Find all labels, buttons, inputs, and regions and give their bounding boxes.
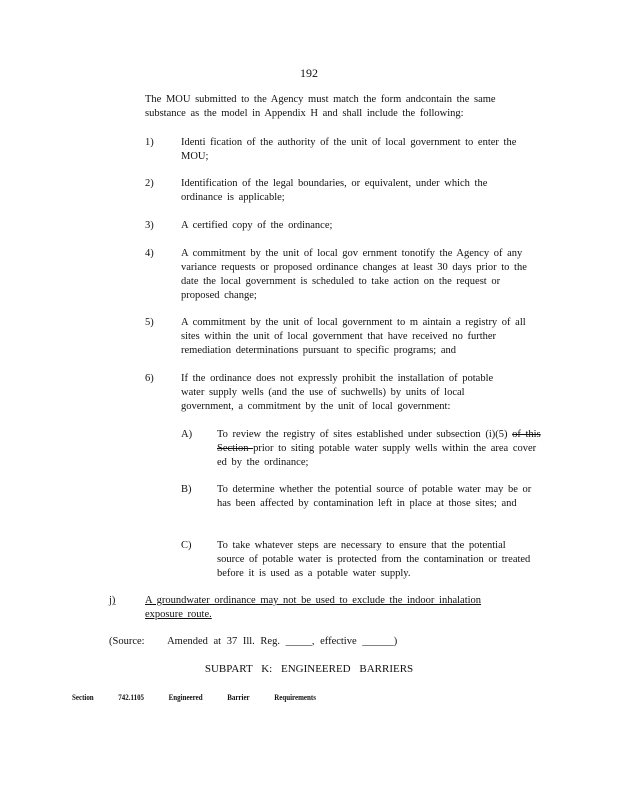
item-number: 5) bbox=[145, 317, 154, 328]
intro-paragraph: The MOU submitted to the Agency must match the form andcontain the same substance as the model in Appendix H and shall include the following: bbox=[145, 94, 496, 119]
item-number: 2) bbox=[145, 178, 154, 189]
subitem-text: To determine whether the potential source of potable water may be or has been affected by contamination left in place at those sites; and bbox=[217, 484, 532, 509]
item-text: If the ordinance does not expressly prohibit the installation of potable water supply wells (and the use of suchwells) by units of local government, a commitment by the unit of local government: bbox=[181, 373, 494, 412]
item-number: 3) bbox=[145, 220, 154, 231]
source-note: (Source: Amended at 37 Ill. Reg. _____, effective ______) bbox=[109, 636, 398, 647]
subitem-letter: B) bbox=[181, 484, 192, 495]
item-j-letter: j) bbox=[109, 595, 116, 606]
subitem-text: To take whatever steps are necessary to ensure that the potential source of potable water is protected from the contamination or treated before it is used as a potable water supply. bbox=[217, 540, 531, 579]
item-number: 4) bbox=[145, 248, 154, 259]
subitem-letter: A) bbox=[181, 429, 193, 440]
section-heading: Section 742.1105 Engineered Barrier Requirements bbox=[72, 692, 316, 702]
struck-text: of this Section bbox=[217, 429, 541, 454]
item-text: A commitment by the unit of local government to m aintain a registry of all sites within the unit of local government that have received no further remediation determinations pursuant to specific programs; and bbox=[181, 317, 526, 356]
item-text: Identification of the legal boundaries, or equivalent, under which the ordinance is applicable; bbox=[181, 178, 488, 203]
item-number: 6) bbox=[145, 373, 154, 384]
item-text: A certified copy of the ordinance; bbox=[181, 220, 333, 231]
item-number: 1) bbox=[145, 137, 154, 148]
page-number: 192 bbox=[300, 66, 318, 80]
item-text: A commitment by the unit of local gov ernment tonotify the Agency of any variance requests or proposed ordinance changes at least 30 days prior to the date the local government is scheduled to take action on the request or proposed change; bbox=[181, 248, 527, 301]
subitem-letter: C) bbox=[181, 540, 192, 551]
subpart-heading: SUBPART K: ENGINEERED BARRIERS bbox=[204, 663, 414, 675]
item-j-text: A groundwater ordinance may not be used to exclude the indoor inhalation exposure route. bbox=[145, 595, 482, 620]
subitem-text: To review the registry of sites established under subsection (i)(5) of this Section prior to siting potable water supply wells within the area cover ed by the ordinance; bbox=[217, 429, 541, 468]
item-text: Identi fication of the authority of the unit of local government to enter the MOU; bbox=[181, 137, 517, 162]
